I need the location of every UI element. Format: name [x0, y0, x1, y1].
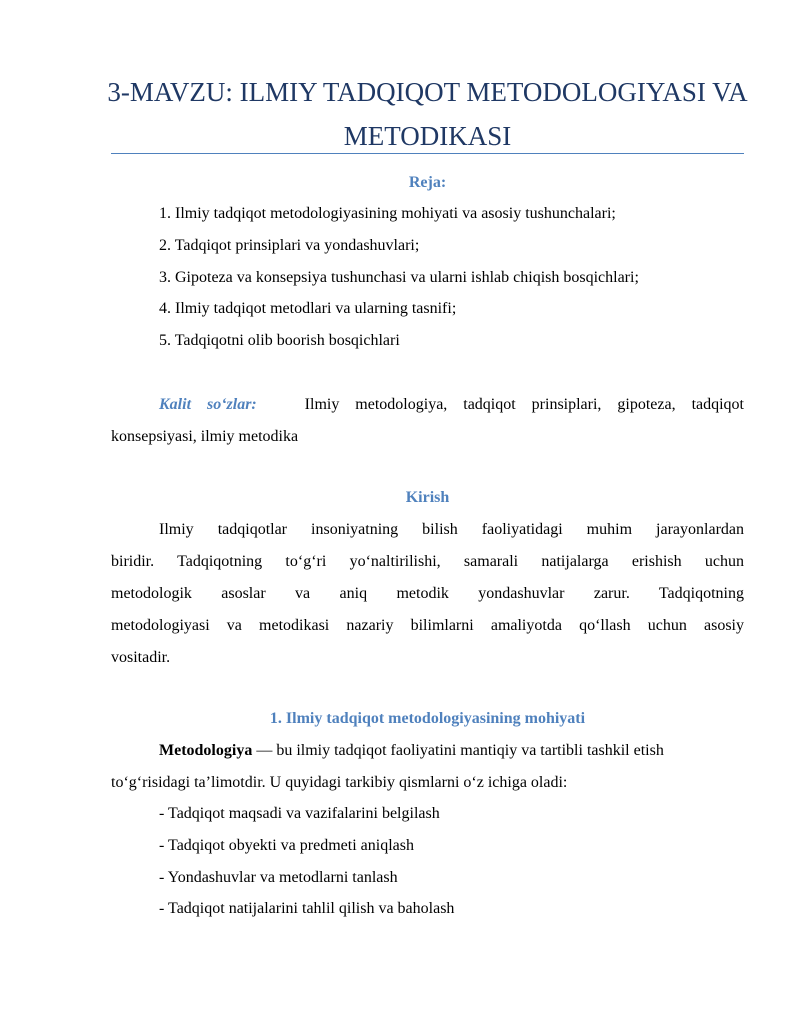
section-1-bullet-1: - Tadqiqot maqsadi va vazifalarini belgilash — [159, 805, 440, 822]
plan-item-3: 3. Gipoteza va konsepsiya tushunchasi va ularni ishlab chiqish bosqichlari; — [159, 269, 639, 286]
section-1-line-1 — [159, 740, 744, 762]
intro-line-1: Ilmiy tadqiqotlar insoniyatning bilish faoliyatidagi muhim jarayonlardan — [159, 521, 744, 538]
plan-item-1: 1. Ilmiy tadqiqot metodologiyasining mohiyati va asosiy tushunchalari; — [159, 205, 616, 222]
section-1-bullet-4: - Tadqiqot natijalarini tahlil qilish va baholash — [159, 900, 455, 917]
plan-item-4: 4. Ilmiy tadqiqot metodlari va ularning tasnifi; — [159, 300, 457, 317]
keywords-line-1 — [159, 394, 744, 416]
plan-item-2: 2. Tadqiqot prinsiplari va yondashuvlari; — [159, 237, 420, 254]
plan-item-5: 5. Tadqiqotni olib boorish bosqichlari — [159, 332, 400, 349]
intro-line-3: metodologik asoslar va aniq metodik yondashuvlar zarur. Tadqiqotning — [111, 585, 744, 602]
section-1-bullet-3: - Yondashuvlar va metodlarni tanlash — [159, 869, 398, 886]
intro-heading: Kirish — [405, 489, 450, 506]
document-title-line-1: 3-MAVZU: ILMIY TADQIQOT METODOLOGIYASI VA — [107, 77, 748, 107]
section-1-heading: 1. Ilmiy tadqiqot metodologiyasining mohiyati — [269, 710, 586, 727]
definition-text: — bu ilmiy tadqiqot faoliyatini mantiqiy va tartibli tashkil etish — [252, 742, 664, 759]
keywords-line-2: konsepsiyasi, ilmiy metodika — [111, 428, 299, 445]
plan-heading: Reja: — [408, 174, 447, 191]
document-title-line-2: METODIKASI — [343, 121, 512, 151]
intro-line-4: metodologiyasi va metodikasi nazariy bilimlarni amaliyotda qo‘llash uchun asosiy — [111, 617, 744, 634]
section-1-bullet-2: - Tadqiqot obyekti va predmeti aniqlash — [159, 837, 414, 854]
section-1-line-2: to‘g‘risidagi ta’limotdir. U quyidagi tarkibiy qismlarni o‘z ichiga oladi: — [111, 774, 568, 791]
keywords-text: Ilmiy metodologiya, tadqiqot prinsiplari, gipoteza, tadqiqot — [304, 396, 744, 413]
intro-line-5: vositadir. — [111, 649, 171, 666]
keywords-label: Kalit so‘zlar: — [159, 396, 257, 413]
intro-line-2: biridir. Tadqiqotning to‘g‘ri yo‘naltirilishi, samarali natijalarga erishish uchun — [111, 553, 744, 570]
title-underline — [111, 153, 744, 154]
term-metodologiya: Metodologiya — [159, 742, 253, 759]
